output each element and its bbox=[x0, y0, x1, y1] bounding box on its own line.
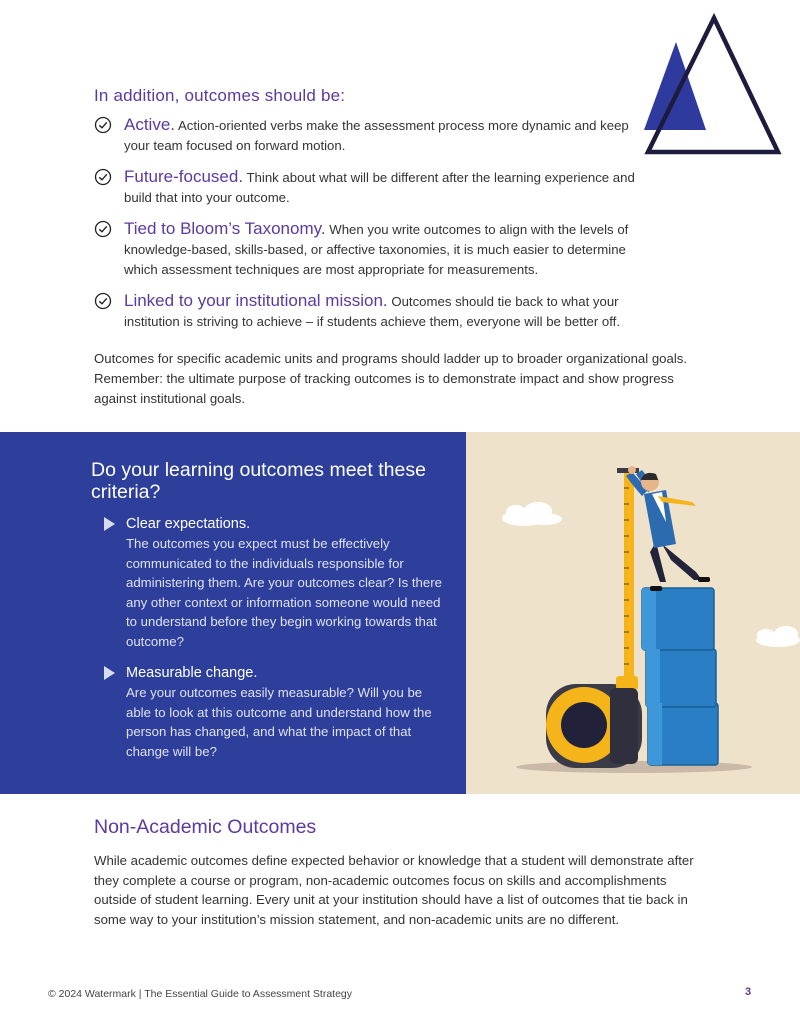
non-academic-title: Non-Academic Outcomes bbox=[94, 816, 317, 838]
criteria-panel bbox=[0, 432, 466, 794]
footer-copyright: © 2024 Watermark | The Essential Guide to Assessment Strategy bbox=[48, 988, 353, 1000]
page-number: 3 bbox=[745, 986, 752, 998]
criteria-band bbox=[0, 432, 800, 794]
criteria-title: Do your learning outcomes meet these criteria? bbox=[91, 459, 426, 503]
summary-paragraph: Outcomes for specific academic units and programs should ladder up to broader organizational goals. Remember: the ultimate purpose of tracking outcomes is to demonstrate impact and show progress against institutional goals. bbox=[94, 351, 688, 406]
illustration-panel bbox=[466, 432, 800, 794]
triangle-right-icon bbox=[104, 517, 115, 531]
measuring-tape-illustration bbox=[466, 432, 800, 794]
outcome-text: Think about what will be different after the learning experience and build that into your outcome. bbox=[124, 170, 635, 205]
check-circle-icon bbox=[94, 168, 112, 186]
check-circle-icon bbox=[94, 116, 112, 134]
triangle-right-icon bbox=[104, 666, 115, 680]
criterion-title: Measurable change. bbox=[126, 665, 258, 681]
outcome-title: Active. bbox=[124, 115, 176, 134]
outcome-title: Tied to Bloom’s Taxonomy. bbox=[124, 219, 326, 238]
outcome-title: Future-focused. bbox=[124, 167, 244, 186]
outcome-item-blooms-taxonomy bbox=[94, 219, 654, 280]
outcome-text: Outcomes should tie back to what your institution is striving to achieve – if students achieve them, everyone will be better off. bbox=[124, 294, 621, 329]
intro-section bbox=[94, 86, 654, 343]
intro-heading: In addition, outcomes should be: bbox=[94, 86, 346, 105]
criterion-measurable-change bbox=[104, 663, 449, 761]
check-circle-icon bbox=[94, 292, 112, 310]
criterion-clear-expectations bbox=[104, 514, 449, 652]
outcome-item-future-focused bbox=[94, 167, 654, 208]
outcome-text: When you write outcomes to align with the levels of knowledge-based, skills-based, or affective taxonomies, it is much easier to determine which assessment techniques are most appropriate for measurements. bbox=[124, 222, 629, 277]
non-academic-paragraph: While academic outcomes define expected behavior or knowledge that a student will demonstrate after they complete a course or program, non-academic outcomes focus on skills and accomplishments outside of student learning. Every unit at your institution should have a list of outcomes that tie back in some way to your institution’s mission statement, and non-academic units are no different. bbox=[94, 853, 694, 927]
outcome-item-active bbox=[94, 115, 654, 156]
criterion-text: The outcomes you expect must be effectively communicated to the individuals responsible for administering them. Are your outcomes clear? Is there any other context or information someone would need to understand before they begin working towards that outcome? bbox=[126, 536, 442, 649]
check-circle-icon bbox=[94, 220, 112, 238]
outcome-title: Linked to your institutional mission. bbox=[124, 291, 388, 310]
criterion-title: Clear expectations. bbox=[126, 516, 251, 532]
outcome-text: Action-oriented verbs make the assessment process more dynamic and keep your team focused on forward motion. bbox=[124, 118, 629, 153]
outcome-item-institutional-mission bbox=[94, 291, 654, 332]
criterion-text: Are your outcomes easily measurable? Will you be able to look at this outcome and understand how the person has changed, and what the impact of that change will be? bbox=[126, 685, 432, 759]
